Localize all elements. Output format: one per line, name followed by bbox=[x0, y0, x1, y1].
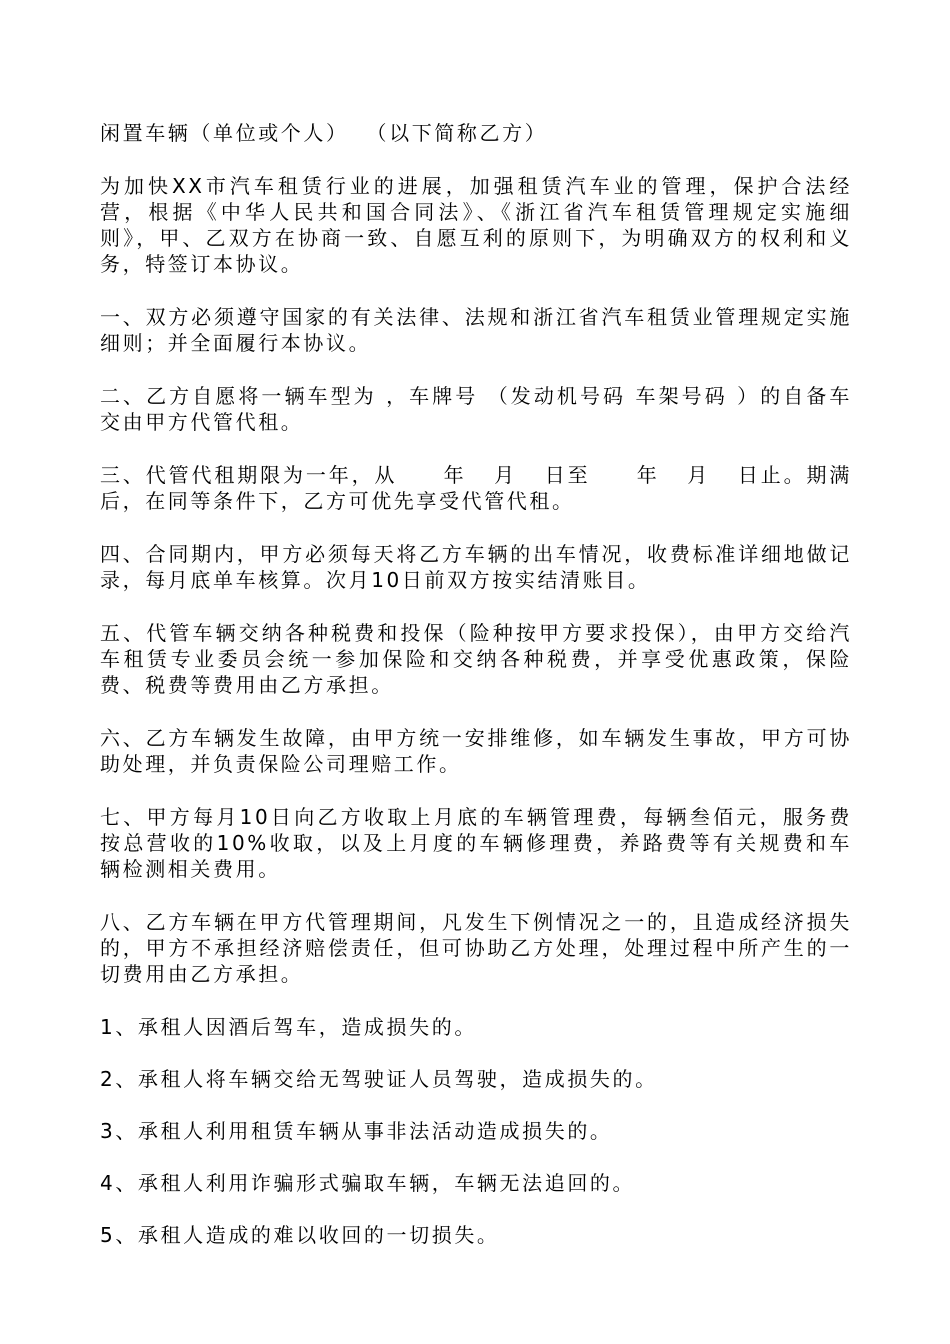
list-item: 3、承租人利用租赁车辆从事非法活动造成损失的。 bbox=[100, 1119, 613, 1143]
clause-6: 六、乙方车辆发生故障，由甲方统一安排维修，如车辆发生事故，甲方可协助处理，并负责保险公司理赔工作。 bbox=[100, 726, 852, 776]
clause-1: 一、双方必须遵守国家的有关法律、法规和浙江省汽车租赁业管理规定实施细则；并全面履行本协议。 bbox=[100, 305, 852, 355]
list-item: 1、承租人因酒后驾车，造成损失的。 bbox=[100, 1015, 477, 1039]
clause-5: 五、代管车辆交纳各种税费和投保（险种按甲方要求投保），由甲方交给汽车租赁专业委员会统一参加保险和交纳各种税费，并享受优惠政策，保险费、税费等费用由乙方承担。 bbox=[100, 621, 852, 697]
clause-4: 四、合同期内，甲方必须每天将乙方车辆的出车情况，收费标准详细地做记录，每月底单车核算。次月10日前双方按实结清账目。 bbox=[100, 542, 852, 592]
clause-8: 八、乙方车辆在甲方代管理期间，凡发生下例情况之一的，且造成经济损失的，甲方不承担经济赔偿责任，但可协助乙方处理，处理过程中所产生的一切费用由乙方承担。 bbox=[100, 910, 852, 986]
party-b-line: 闲置车辆（单位或个人） （以下简称乙方） bbox=[100, 121, 548, 145]
clause-2: 二、乙方自愿将一辆车型为 ，车牌号 （发动机号码 车架号码 ）的自备车交由甲方代管代租。 bbox=[100, 384, 852, 434]
clause-3: 三、代管代租期限为一年，从 年 月 日至 年 月 日止。期满后，在同等条件下，乙方可优先享受代管代租。 bbox=[100, 463, 852, 513]
clause-7: 七、甲方每月10日向乙方收取上月底的车辆管理费，每辆叁佰元，服务费按总营收的10%收取，以及上月度的车辆修理费，养路费等有关规费和车辆检测相关费用。 bbox=[100, 805, 852, 881]
list-item: 4、承租人利用诈骗形式骗取车辆，车辆无法追回的。 bbox=[100, 1171, 636, 1195]
contract-document bbox=[100, 120, 852, 1274]
preamble-paragraph: 为加快XX市汽车租赁行业的进展，加强租赁汽车业的管理，保护合法经营，根据《中华人民共和国合同法》、《浙江省汽车租赁管理规定实施细则》，甲、乙双方在协商一致、自愿互利的原则下，为明确双方的权利和义务，特签订本协议。 bbox=[100, 174, 852, 276]
list-item: 2、承租人将车辆交给无驾驶证人员驾驶，造成损失的。 bbox=[100, 1067, 658, 1091]
list-item: 5、承租人造成的难以收回的一切损失。 bbox=[100, 1223, 500, 1247]
